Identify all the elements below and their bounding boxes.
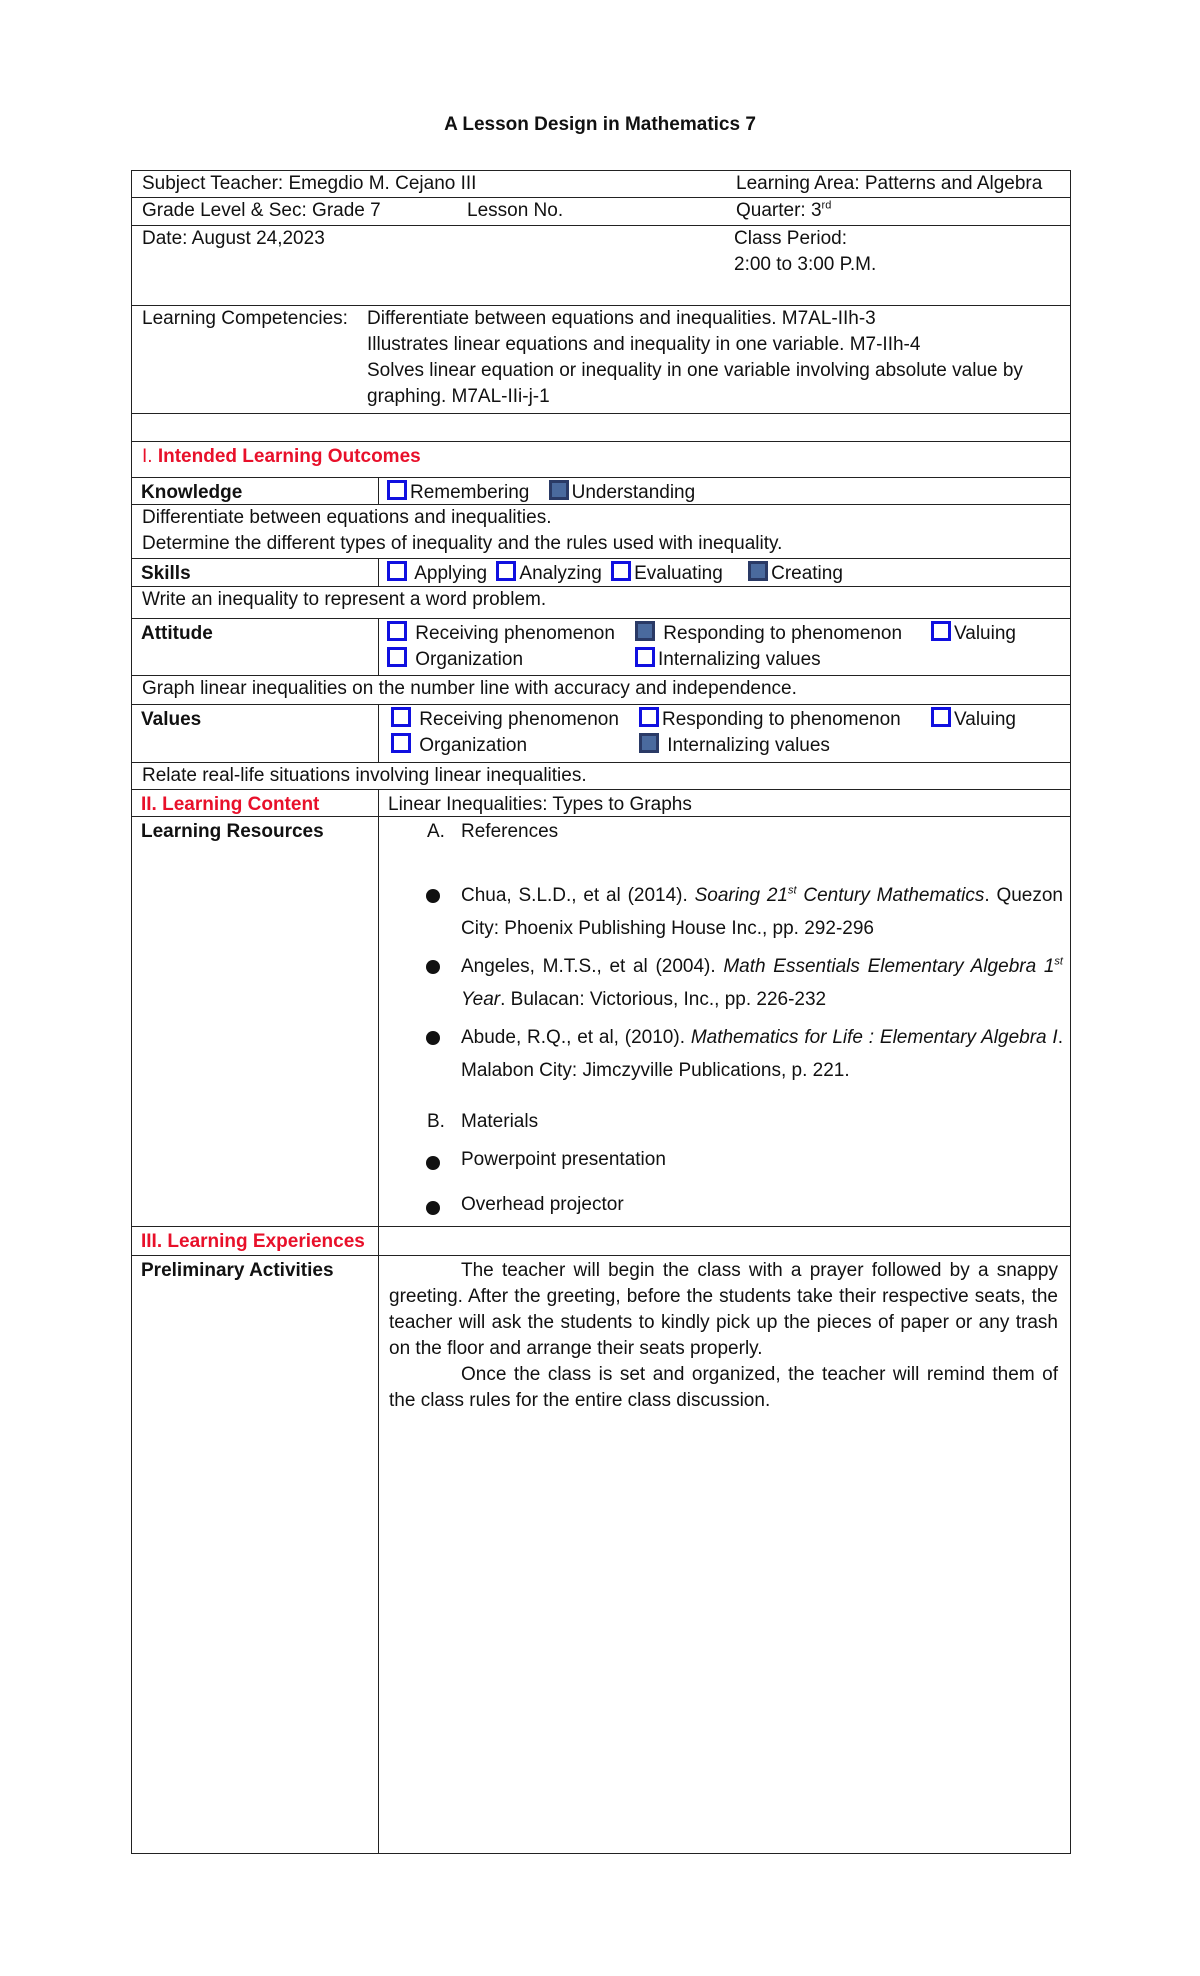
checkbox-checked-icon (635, 621, 655, 641)
row-section-1 (132, 442, 1070, 478)
checkbox-empty-icon (387, 561, 407, 581)
knowledge-text: Determine the different types of inequality and the rules used with inequality. (142, 533, 783, 554)
skills-label: Skills (141, 563, 191, 584)
checkbox-valuing[interactable]: Valuing (931, 707, 1016, 733)
checkbox-empty-icon (639, 707, 659, 727)
bullet-icon (426, 960, 440, 974)
grade-level: Grade Level & Sec: Grade 7 (142, 200, 381, 221)
checkbox-empty-icon (387, 647, 407, 667)
checkbox-responding[interactable]: Responding to phenomenon (635, 621, 902, 647)
competency-item: Illustrates linear equations and inequality in one variable. M7-IIh-4 (367, 334, 921, 355)
row-preliminary-activities (132, 1256, 1070, 1853)
checkbox-empty-icon (391, 733, 411, 753)
checkbox-responding[interactable]: Responding to phenomenon (639, 707, 901, 733)
checkbox-understanding[interactable]: Understanding (549, 482, 696, 503)
values-text: Relate real-life situations involving linear inequalities. (142, 765, 587, 786)
reference-item: Chua, S.L.D., et al (2014). Soaring 21st Century Mathematics. Quezon City: Phoenix Publishing House Inc., pp. 292-296 (461, 884, 1063, 939)
knowledge-label: Knowledge (141, 482, 243, 503)
checkbox-empty-icon (931, 621, 951, 641)
checkbox-internalizing[interactable]: Internalizing values (639, 733, 830, 759)
attitude-label: Attitude (141, 623, 213, 644)
bullet-icon (426, 889, 440, 903)
section-1-heading: I. Intended Learning Outcomes (142, 446, 421, 467)
references-letter: A. (427, 821, 445, 842)
attitude-text: Graph linear inequalities on the number line with accuracy and independence. (142, 678, 797, 699)
preliminary-text (389, 1258, 1058, 1414)
quarter: Quarter: 3rd (736, 199, 832, 221)
learning-resources-label: Learning Resources (141, 821, 324, 842)
row-date (132, 226, 1070, 306)
lesson-no: Lesson No. (467, 200, 564, 221)
row-competencies (132, 306, 1070, 414)
checkbox-receiving[interactable]: Receiving phenomenon (391, 707, 619, 733)
checkbox-remembering[interactable]: Remembering (387, 482, 529, 503)
class-period-value: 2:00 to 3:00 P.M. (734, 254, 877, 275)
checkbox-creating[interactable]: Creating (748, 563, 843, 584)
row-values (132, 705, 1070, 763)
skills-text: Write an inequality to represent a word problem. (142, 589, 547, 610)
checkbox-checked-icon (549, 480, 569, 500)
checkbox-internalizing[interactable]: Internalizing values (635, 647, 821, 673)
checkbox-checked-icon (639, 733, 659, 753)
checkbox-empty-icon (496, 561, 516, 581)
row-blank (132, 414, 1070, 442)
lesson-table (131, 170, 1071, 1854)
materials-heading: Materials (461, 1111, 539, 1132)
checkbox-checked-icon (748, 561, 768, 581)
row-section-3 (132, 1227, 1070, 1256)
row-attitude (132, 619, 1070, 676)
row-skills-text (132, 587, 1070, 619)
reference-item: Angeles, M.T.S., et al (2004). Math Essentials Elementary Algebra 1st Year. Bulacan: Victorious, Inc., pp. 226-232 (461, 955, 1063, 1010)
learning-content: Linear Inequalities: Types to Graphs (388, 794, 692, 815)
preliminary-label: Preliminary Activities (141, 1260, 334, 1281)
row-knowledge-text (132, 505, 1070, 559)
row-learning-resources (132, 817, 1070, 1227)
checkbox-empty-icon (931, 707, 951, 727)
checkbox-organization[interactable]: Organization (387, 647, 523, 673)
checkbox-empty-icon (387, 621, 407, 641)
checkbox-receiving[interactable]: Receiving phenomenon (387, 621, 615, 647)
row-subject-teacher (132, 171, 1070, 198)
checkbox-empty-icon (391, 707, 411, 727)
competency-item: Differentiate between equations and inequalities. M7AL-IIh-3 (367, 308, 876, 329)
row-skills (132, 559, 1070, 587)
values-label: Values (141, 709, 202, 730)
date: Date: August 24,2023 (142, 228, 325, 249)
materials-letter: B. (427, 1111, 445, 1132)
row-attitude-text (132, 676, 1070, 705)
competencies-label: Learning Competencies: (142, 308, 348, 329)
section-3-heading: III. Learning Experiences (141, 1231, 365, 1252)
material-item: Powerpoint presentation (461, 1149, 666, 1170)
bullet-icon (426, 1156, 440, 1170)
section-2-heading: II. Learning Content (141, 794, 320, 815)
preliminary-paragraph-2: Once the class is set and organized, the teacher will remind them of the class rules for the entire class discussion. (389, 1364, 1058, 1411)
checkbox-analyzing[interactable]: Analyzing (496, 563, 601, 584)
class-period-label: Class Period: (734, 228, 847, 249)
row-knowledge (132, 478, 1070, 505)
bullet-icon (426, 1031, 440, 1045)
document-title: A Lesson Design in Mathematics 7 (444, 114, 756, 135)
material-item: Overhead projector (461, 1194, 624, 1215)
references-heading: References (461, 821, 559, 842)
checkbox-valuing[interactable]: Valuing (931, 621, 1016, 647)
knowledge-text: Differentiate between equations and inequalities. (142, 507, 552, 528)
checkbox-empty-icon (635, 647, 655, 667)
preliminary-paragraph-1: The teacher will begin the class with a prayer followed by a snappy greeting. After the greeting, before the students take their respective seats, the teacher will ask the students to kindly pick up the pieces of paper or any trash on the floor and arrange their seats properly. (389, 1260, 1058, 1359)
row-values-text (132, 763, 1070, 790)
checkbox-applying[interactable]: Applying (387, 563, 487, 584)
row-grade-level (132, 198, 1070, 226)
subject-teacher: Subject Teacher: Emegdio M. Cejano III (142, 173, 477, 194)
competency-item: Solves linear equation or inequality in one variable involving absolute value by (367, 360, 1023, 381)
row-section-2 (132, 790, 1070, 817)
checkbox-empty-icon (611, 561, 631, 581)
checkbox-organization[interactable]: Organization (391, 733, 527, 759)
learning-area: Learning Area: Patterns and Algebra (736, 173, 1043, 194)
checkbox-empty-icon (387, 480, 407, 500)
competency-item: graphing. M7AL-IIi-j-1 (367, 386, 550, 407)
checkbox-evaluating[interactable]: Evaluating (611, 563, 723, 584)
bullet-icon (426, 1201, 440, 1215)
reference-item: Abude, R.Q., et al, (2010). Mathematics for Life : Elementary Algebra I. Malabon City: Jimczyville Publications, p. 221. (461, 1027, 1063, 1081)
